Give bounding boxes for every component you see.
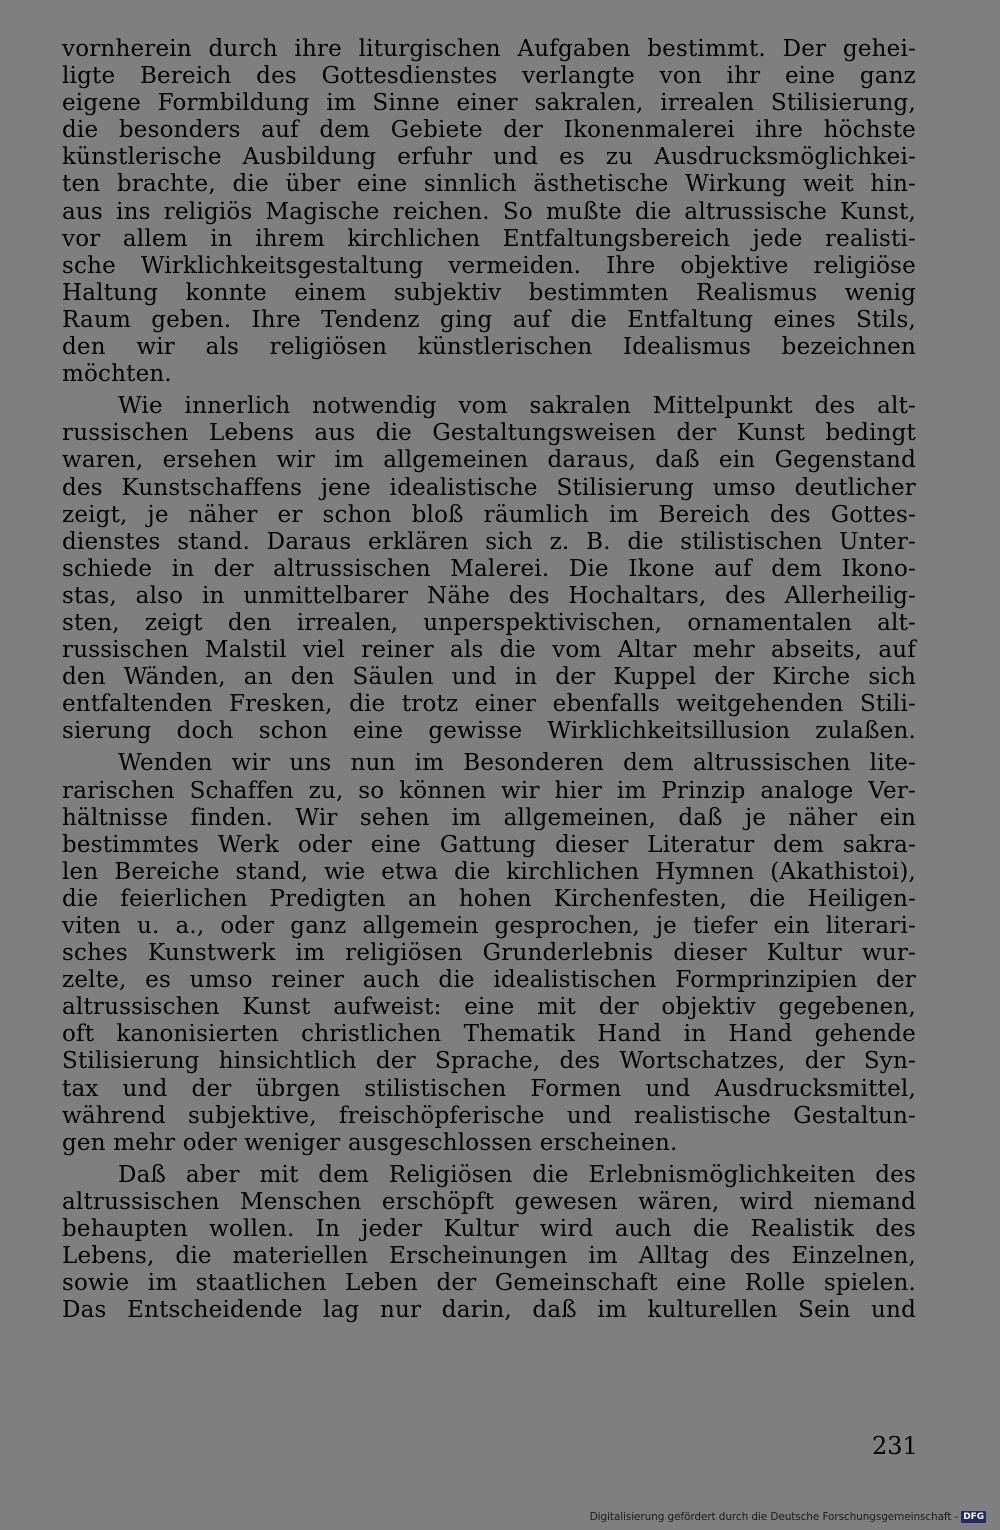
text-line: sches Kunstwerk im religiösen Grunderlebnis dieser Kultur wur-	[62, 940, 916, 967]
digitization-credit	[590, 1508, 986, 1526]
text-line: sten, zeigt den irrealen, unperspektivischen, ornamentalen alt-	[62, 609, 916, 636]
text-line: Daß aber mit dem Religiösen die Erlebnismöglichkeiten des	[118, 1161, 916, 1188]
text-line: bestimmtes Werk oder eine Gattung dieser Literatur dem sakra-	[62, 831, 916, 858]
text-line: Haltung konnte einem subjektiv bestimmten Realismus wenig	[62, 279, 916, 306]
credit-text: Digitalisierung gefördert durch die Deutsche Forschungsgemeinschaft -	[589, 1511, 959, 1523]
text-line: sowie im staatlichen Leben der Gemeinschaft eine Rolle spielen.	[62, 1270, 916, 1297]
text-line: entfaltenden Fresken, die trotz einer ebenfalls weitgehenden Stili-	[62, 691, 916, 718]
text-line: stas, also in unmittelbarer Nähe des Hochaltars, des Allerheilig-	[62, 582, 916, 609]
text-line: Wenden wir uns nun im Besonderen dem altrussischen lite-	[118, 750, 916, 777]
text-line: Stilisierung hinsichtlich der Sprache, des Wortschatzes, der Syn-	[62, 1048, 916, 1075]
text-line: eigene Formbildung im Sinne einer sakralen, irrealen Stilisierung,	[62, 90, 916, 117]
text-line: möchten.	[62, 361, 172, 388]
text-line: sierung doch schon eine gewisse Wirklichkeitsillusion zulaßen.	[62, 718, 916, 745]
text-line: Das Entscheidende lag nur darin, daß im kulturellen Sein und	[62, 1297, 916, 1324]
text-line: Wie innerlich notwendig vom sakralen Mittelpunkt des alt-	[118, 393, 916, 420]
text-line: des Kunstschaffens jene idealistische Stilisierung umso deutlicher	[62, 474, 916, 501]
text-line: len Bereiche stand, wie etwa die kirchlichen Hymnen (Akathistoi),	[62, 858, 916, 885]
text-line: viten u. a., oder ganz allgemein gesprochen, je tiefer ein literari-	[62, 913, 916, 939]
text-line: russischen Malstil viel reiner als die vom Altar mehr abseits, auf	[62, 637, 916, 664]
text-line: vornherein durch ihre liturgischen Aufgaben bestimmt. Der gehei-	[62, 36, 916, 62]
text-line: altrussischen Menschen erschöpft gewesen wären, wird niemand	[62, 1188, 916, 1215]
text-line: während subjektive, freischöpferische und realistische Gestaltun-	[62, 1102, 916, 1129]
text-line: schiede in der altrussischen Malerei. Die Ikone auf dem Ikono-	[62, 555, 916, 582]
text-line: oft kanonisierten christlichen Thematik Hand in Hand gehende	[62, 1021, 916, 1048]
text-line: rarischen Schaffen zu, so können wir hier im Prinzip analoge Ver-	[62, 777, 916, 804]
text-line: tax und der übrgen stilistischen Formen und Ausdrucksmittel,	[62, 1075, 916, 1102]
text-line: altrussischen Kunst aufweist: eine mit der objektiv gegebenen,	[62, 994, 916, 1021]
dfg-logo-icon[interactable]: DFG	[963, 1512, 984, 1522]
text-line: die besonders auf dem Gebiete der Ikonenmalerei ihre höchste	[62, 117, 916, 144]
text-line: waren, ersehen wir im allgemeinen daraus, daß ein Gegenstand	[62, 447, 916, 474]
text-line: den wir als religiösen künstlerischen Idealismus bezeichnen	[62, 334, 916, 361]
text-line: dienstes stand. Daraus erklären sich z. B. die stilistischen Unter-	[62, 528, 916, 555]
text-line: zelte, es umso reiner auch die idealistischen Formprinzipien der	[62, 967, 916, 994]
text-line: aus ins religiös Magische reichen. So mußte die altrussische Kunst,	[62, 198, 916, 225]
text-line: ten brachte, die über eine sinnlich ästhetische Wirkung weit hin-	[62, 171, 916, 198]
text-line: russischen Lebens aus die Gestaltungsweisen der Kunst bedingt	[62, 420, 916, 447]
text-line: künstlerische Ausbildung erfuhr und es zu Ausdrucksmöglichkei-	[62, 144, 916, 171]
text-line: Raum geben. Ihre Tendenz ging auf die Entfaltung eines Stils,	[62, 306, 916, 333]
text-line: hältnisse finden. Wir sehen im allgemeinen, daß je näher ein	[62, 804, 916, 831]
text-line: zeigt, je näher er schon bloß räumlich im Bereich des Gottes-	[62, 501, 916, 528]
text-line: ligte Bereich des Gottesdienstes verlangte von ihr eine ganz	[62, 63, 916, 90]
page-number: 231	[872, 1432, 918, 1460]
text-line: sche Wirklichkeitsgestaltung vermeiden. Ihre objektive religiöse	[62, 252, 916, 279]
text-line: den Wänden, an den Säulen und in der Kuppel der Kirche sich	[62, 664, 916, 691]
text-line: behaupten wollen. In jeder Kultur wird auch die Realistik des	[62, 1216, 916, 1243]
text-line: vor allem in ihrem kirchlichen Entfaltungsbereich jede realisti-	[62, 225, 916, 252]
page-body	[62, 36, 916, 1324]
text-line: Lebens, die materiellen Erscheinungen im Alltag des Einzelnen,	[62, 1243, 916, 1270]
text-line: gen mehr oder weniger ausgeschlossen erscheinen.	[62, 1129, 678, 1156]
text-line: die feierlichen Predigten an hohen Kirchenfesten, die Heiligen-	[62, 885, 916, 912]
